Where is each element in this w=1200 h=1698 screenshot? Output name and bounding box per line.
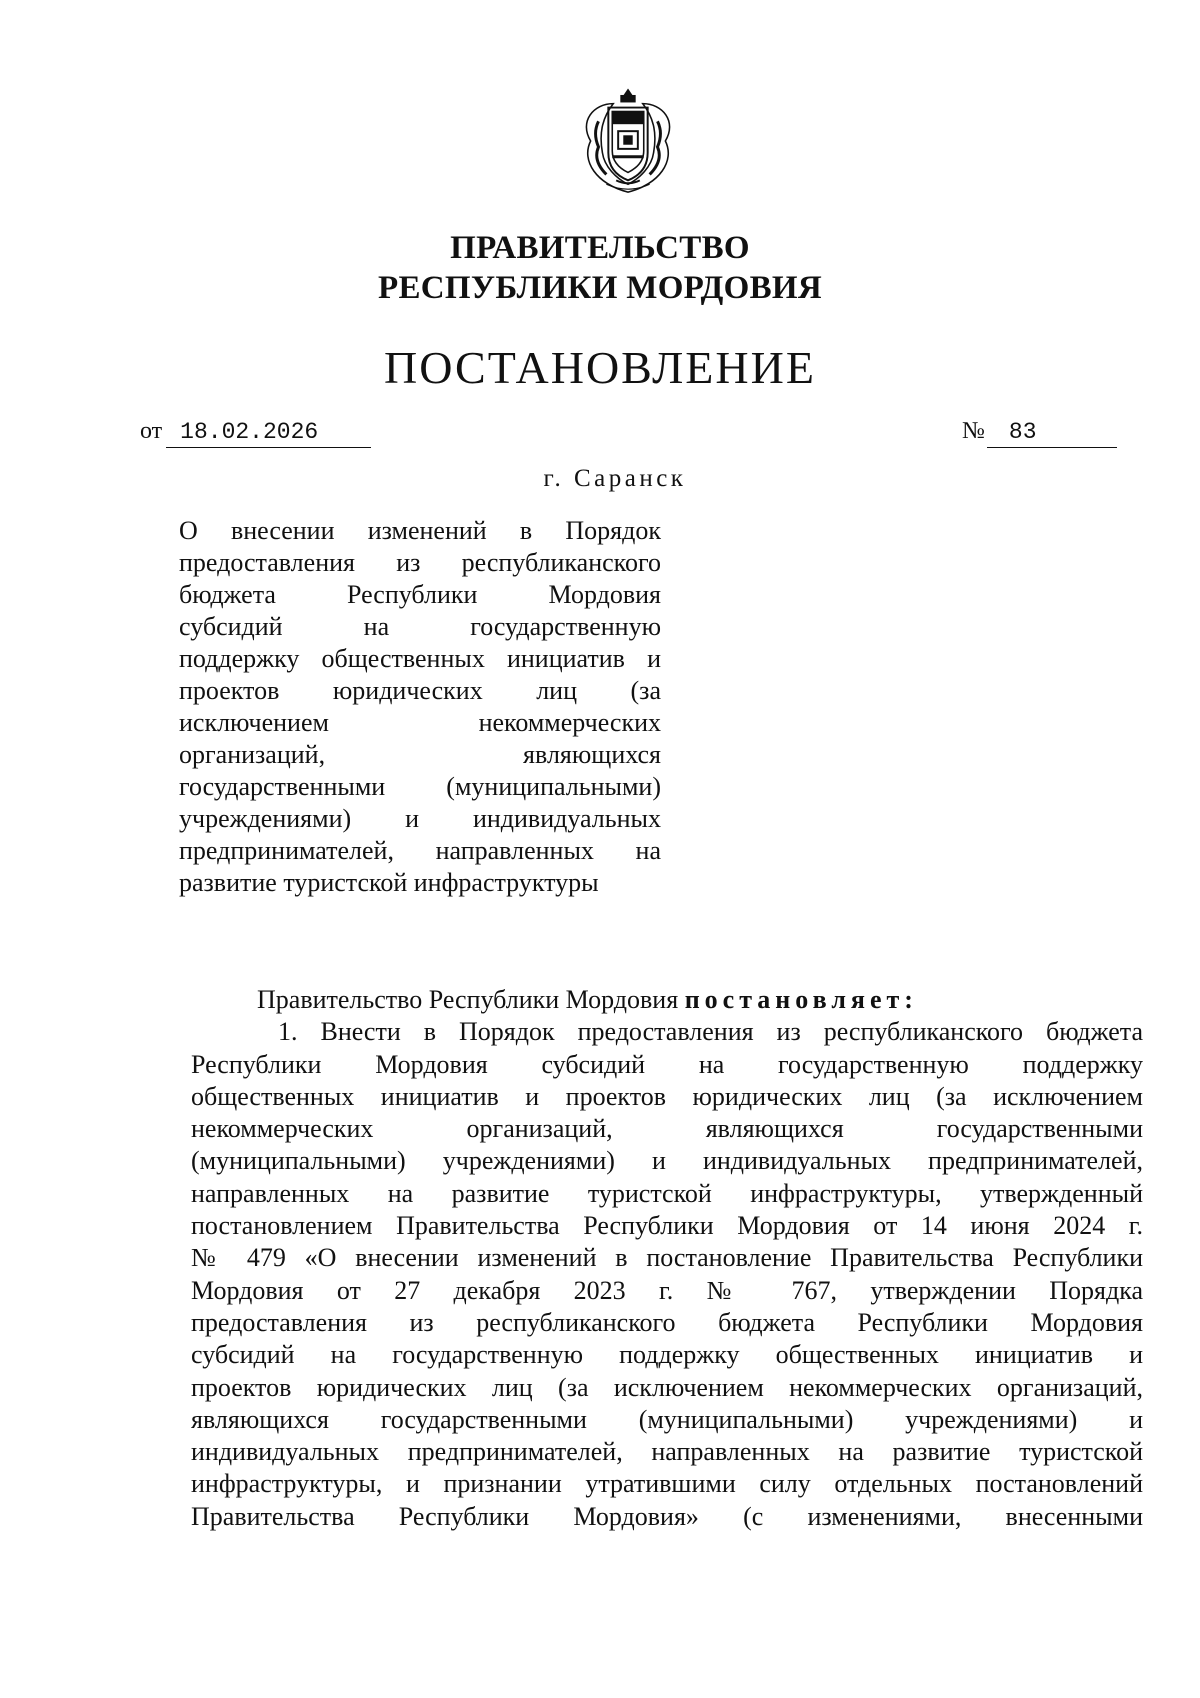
body-line: Республики Мордовия субсидий на государственную поддержку (191, 1049, 1143, 1079)
title-line: бюджета Республики Мордовия (179, 580, 661, 609)
document-body (191, 984, 1143, 1533)
body-line: Правительства Республики Мордовия» (с изменениями, внесенными (191, 1501, 1143, 1531)
body-line: являющихся государственными (муниципальными) учреждениями) и (191, 1404, 1143, 1434)
org-name-line1: ПРАВИТЕЛЬСТВО (450, 230, 750, 266)
title-line: субсидий на государственную (179, 612, 661, 641)
title-line: исключением некоммерческих (179, 708, 661, 737)
preamble-line (191, 984, 1143, 1016)
body-line: предоставления из республиканского бюджета Республики Мордовия (191, 1307, 1143, 1337)
date-row (140, 416, 371, 448)
document-date: 18.02.2026 (166, 417, 371, 448)
title-line: предпринимателей, направленных на (179, 836, 661, 865)
body-line: индивидуальных предпринимателей, направленных на развитие туристской (191, 1437, 1143, 1467)
preamble: Правительство Республики Мордовия (257, 985, 679, 1014)
body-line: направленных на развитие туристской инфраструктуры, утвержденный (191, 1178, 1143, 1208)
title-line: учреждениями) и индивидуальных (179, 804, 661, 833)
document-type: ПОСТАНОВЛЕНИЕ (384, 342, 816, 393)
title-line: поддержку общественных инициатив и (179, 644, 661, 673)
body-line: постановлением Правительства Республики Мордовия от 14 июня 2024 г. (191, 1211, 1143, 1241)
number-row (962, 416, 1117, 448)
body-line: проектов юридических лиц (за исключением некоммерческих организаций, (191, 1372, 1143, 1402)
body-line: некоммерческих организаций, являющихся государственными (191, 1114, 1143, 1144)
title-line: государственными (муниципальными) (179, 772, 661, 801)
body-line: инфраструктуры, и признании утратившими силу отдельных постановлений (191, 1469, 1143, 1499)
coat-of-arms-icon (569, 82, 687, 200)
title-line: предоставления из республиканского (179, 548, 661, 577)
city: г. Саранск (543, 465, 687, 492)
body-line: общественных инициатив и проектов юридических лиц (за исключением (191, 1081, 1143, 1111)
body-line: субсидий на государственную поддержку общественных инициатив и (191, 1340, 1143, 1370)
title-line: развитие туристской инфраструктуры (179, 868, 599, 897)
number-prefix: № (962, 418, 985, 444)
document-title (179, 515, 661, 899)
date-prefix: от (140, 418, 163, 444)
body-line: № 479 «О внесении изменений в постановление Правительства Республики (191, 1243, 1143, 1273)
body-line: Мордовия от 27 декабря 2023 г. № 767, утверждении Порядка (191, 1275, 1143, 1305)
title-line: проектов юридических лиц (за (179, 676, 661, 705)
body-line: (муниципальными) учреждениями) и индивидуальных предпринимателей, (191, 1146, 1143, 1176)
body-line: 1. Внести в Порядок предоставления из республиканского бюджета (278, 1017, 1143, 1047)
org-name-line2: РЕСПУБЛИКИ МОРДОВИЯ (377, 270, 822, 306)
title-line: О внесении изменений в Порядок (179, 516, 661, 545)
title-line: организаций, являющихся (179, 740, 661, 769)
document-number: 83 (987, 417, 1117, 448)
operative-verb: постановляет: (684, 985, 918, 1014)
